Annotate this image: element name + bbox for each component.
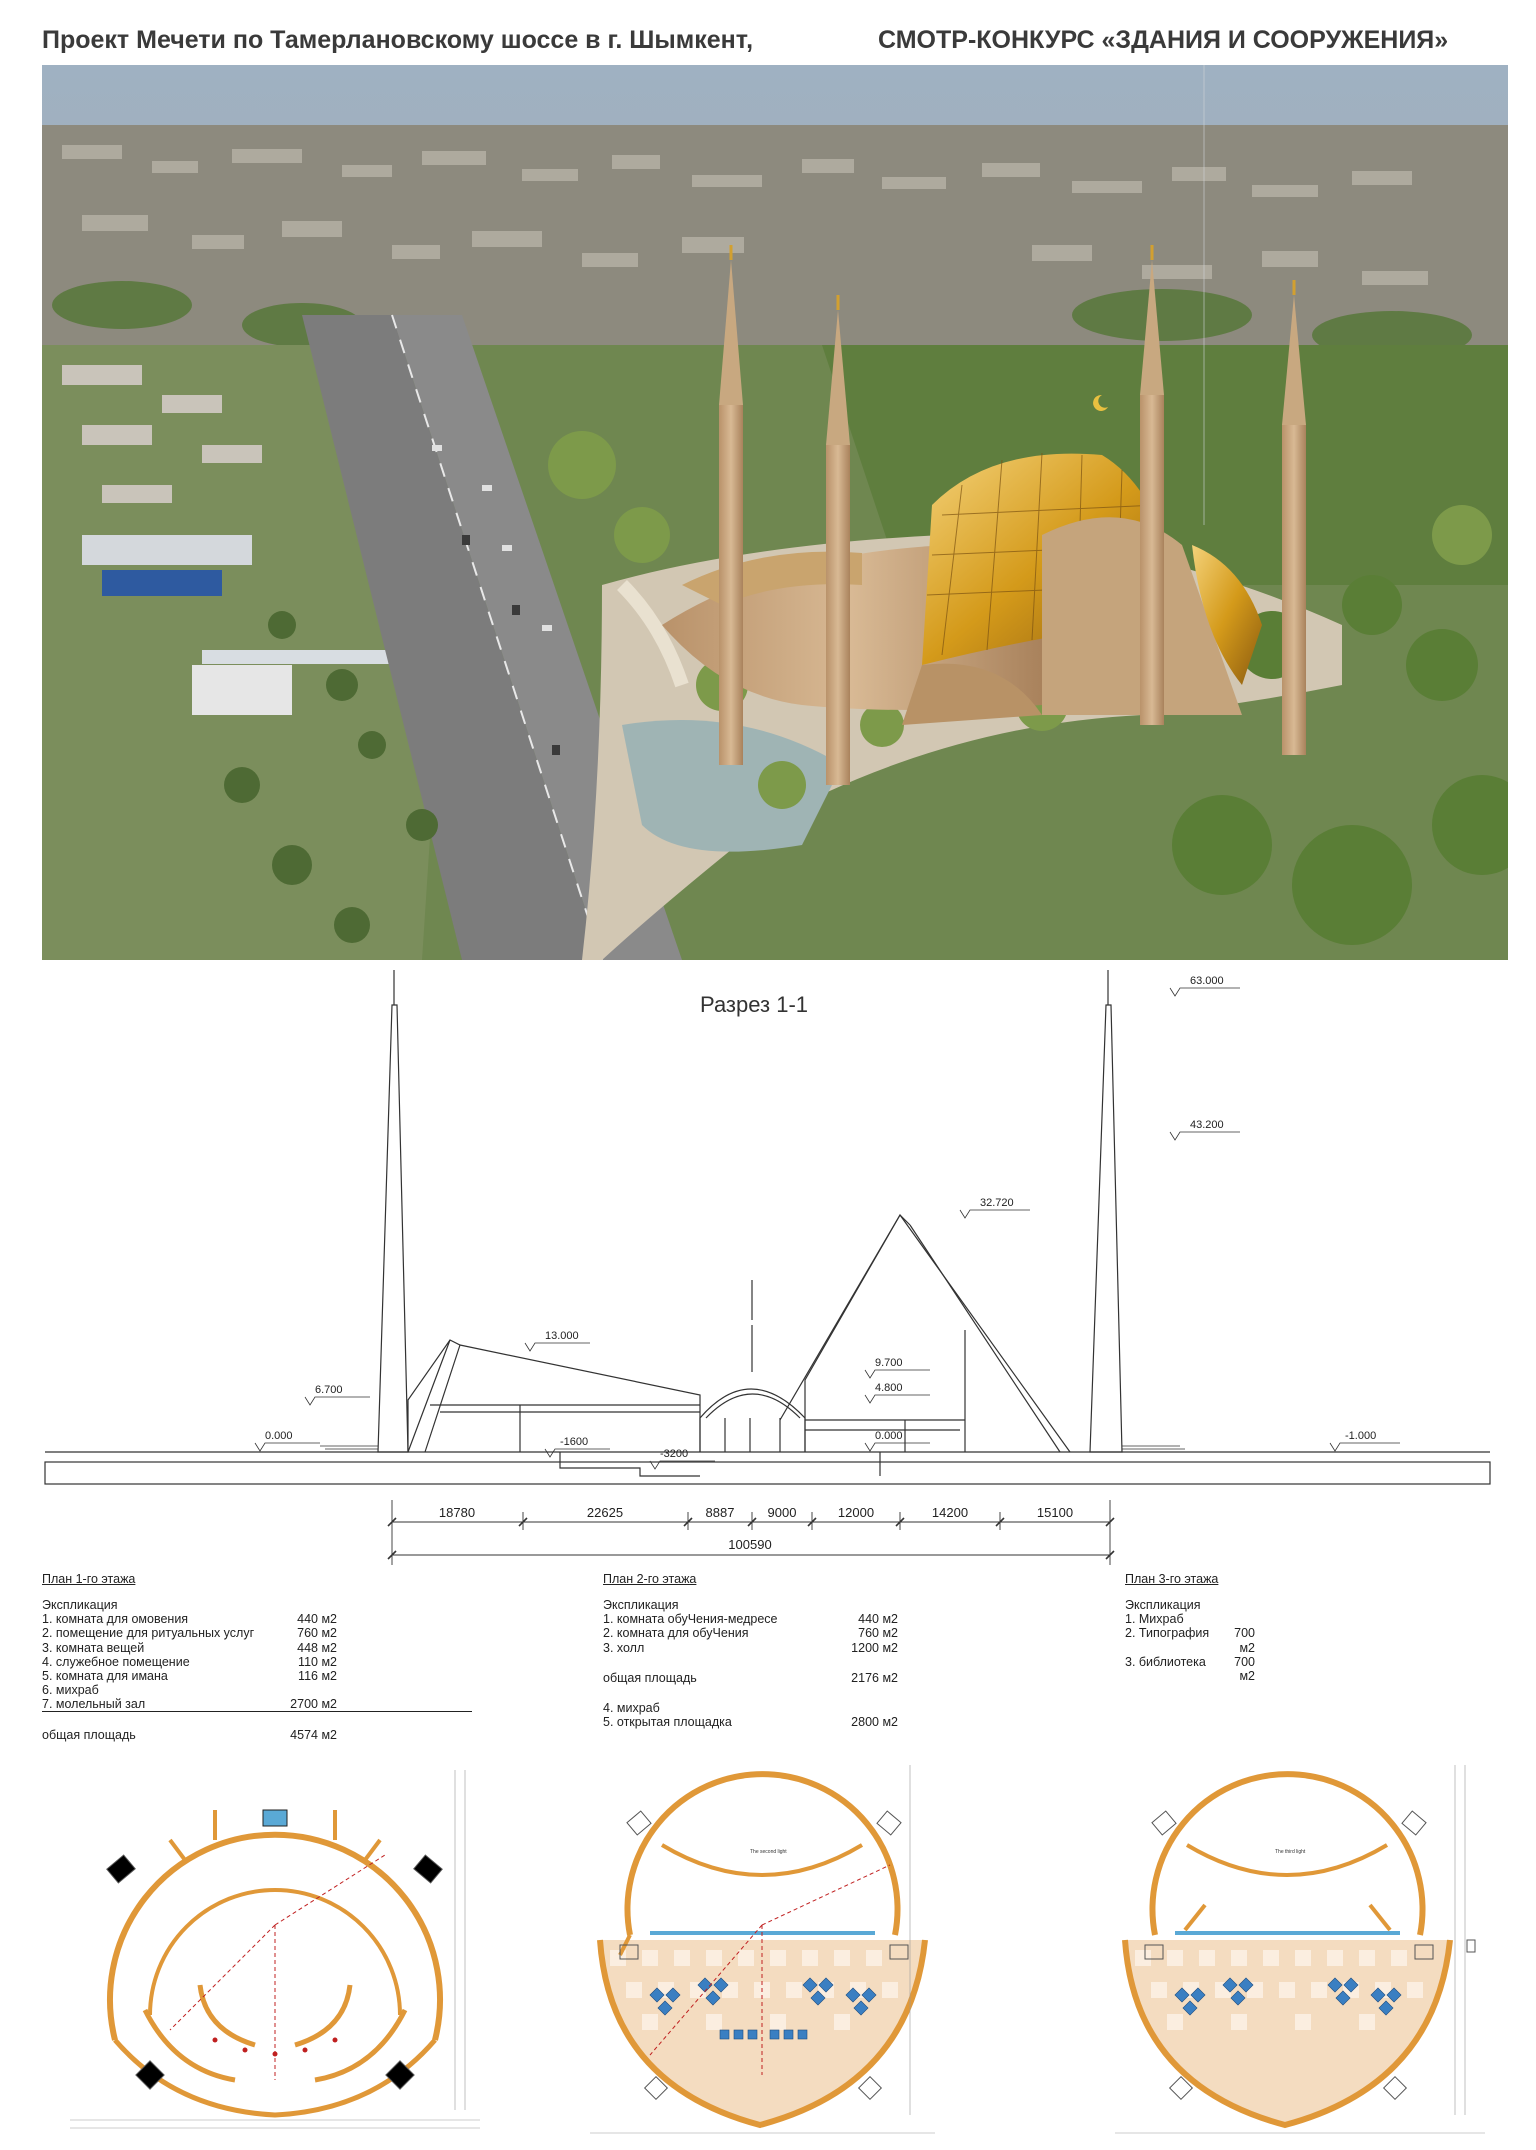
level-0000-right: 0.000 <box>875 1430 903 1442</box>
legend-item: 1. Михраб <box>1125 1612 1184 1627</box>
dim-15100: 15100 <box>1036 1505 1074 1520</box>
dim-22625: 22625 <box>586 1505 624 1520</box>
level-minus-1600: -1600 <box>560 1436 589 1448</box>
plan-1-legend <box>42 1572 472 1742</box>
plan-3-title: План 3-го этажа <box>1125 1572 1219 1586</box>
legend-total: общая площадь 2176 м2 <box>603 1670 898 1685</box>
legend-item: 3. библиотека 700 м2 <box>1125 1654 1255 1683</box>
section-drawing <box>0 960 1536 1570</box>
plan-1-title: План 1-го этажа <box>42 1572 136 1586</box>
project-title: Проект Мечети по Тамерлановскому шоссе в г. Шымкент, <box>42 26 754 54</box>
dim-9000: 9000 <box>767 1505 797 1520</box>
dim-8887: 8887 <box>705 1505 735 1520</box>
explication-label: Экспликация <box>1125 1598 1201 1613</box>
dim-14200: 14200 <box>931 1505 969 1520</box>
legend-item: 6. михраб <box>42 1682 99 1697</box>
floor-plan-3 <box>1115 1755 1495 2140</box>
plan-2-label: The second light <box>750 1849 787 1855</box>
legend-item: 7. молельный зал 2700 м2 <box>42 1697 472 1712</box>
legend-item: 1. комната для омовения 440 м2 <box>42 1612 337 1627</box>
explication-label: Экспликация <box>603 1598 679 1613</box>
legend-item: 5. открытая площадка 2800 м2 <box>603 1714 898 1729</box>
legend-item: 5. комната для имана 116 м2 <box>42 1668 337 1683</box>
level-minus-3200: -3200 <box>660 1448 689 1460</box>
level-0000-left: 0.000 <box>265 1430 293 1442</box>
legend-item: 4. михраб <box>603 1700 660 1715</box>
level-9700: 9.700 <box>875 1357 903 1369</box>
legend-item: 2. помещение для ритуальных услуг 760 м2 <box>42 1626 337 1641</box>
dim-total: 100590 <box>728 1537 772 1552</box>
aerial-rendering <box>42 65 1508 960</box>
right-minaret <box>1090 1005 1122 1452</box>
plan-3-legend <box>1125 1572 1255 1683</box>
legend-item: 4. служебное помещение 110 м2 <box>42 1654 337 1669</box>
pyramid-hall <box>805 1215 1070 1452</box>
ground-slab <box>45 1462 1490 1484</box>
floor-plan-2 <box>590 1755 935 2140</box>
plan-2-title: План 2-го этажа <box>603 1572 697 1586</box>
legend-item: 3. холл 1200 м2 <box>603 1640 898 1655</box>
explication-label: Экспликация <box>42 1598 118 1613</box>
dim-18780: 18780 <box>438 1505 476 1520</box>
level-6700: 6.700 <box>315 1384 343 1396</box>
level-minus-1000: -1.000 <box>1345 1430 1377 1442</box>
left-minaret <box>378 1005 408 1452</box>
legend-item: 1. комната обуЧения-медресе 440 м2 <box>603 1612 898 1627</box>
plan-2-legend <box>603 1572 898 1729</box>
legend-total: общая площадь 4574 м2 <box>42 1728 337 1743</box>
legend-item: 3. комната вещей 448 м2 <box>42 1640 337 1655</box>
legend-item: 2. комната для обуЧения 760 м2 <box>603 1626 898 1641</box>
dome-section <box>700 1389 805 1452</box>
level-43200: 43.200 <box>1190 1119 1224 1131</box>
section-title: Разрез 1-1 <box>700 992 809 1017</box>
legend-item: 2. Типография 700 м2 <box>1125 1626 1255 1655</box>
level-4800: 4.800 <box>875 1382 903 1394</box>
level-13000: 13.000 <box>545 1330 579 1342</box>
left-hall <box>408 1340 700 1452</box>
level-63000: 63.000 <box>1190 975 1224 987</box>
level-32720: 32.720 <box>980 1197 1014 1209</box>
floor-plan-1 <box>55 1750 495 2135</box>
contest-title: СМОТР-КОНКУРС «ЗДАНИЯ И СООРУЖЕНИЯ» <box>878 26 1449 54</box>
dim-12000: 12000 <box>837 1505 875 1520</box>
plan-3-label: The third light <box>1275 1849 1306 1855</box>
mosque-aerial-view <box>42 65 1508 960</box>
